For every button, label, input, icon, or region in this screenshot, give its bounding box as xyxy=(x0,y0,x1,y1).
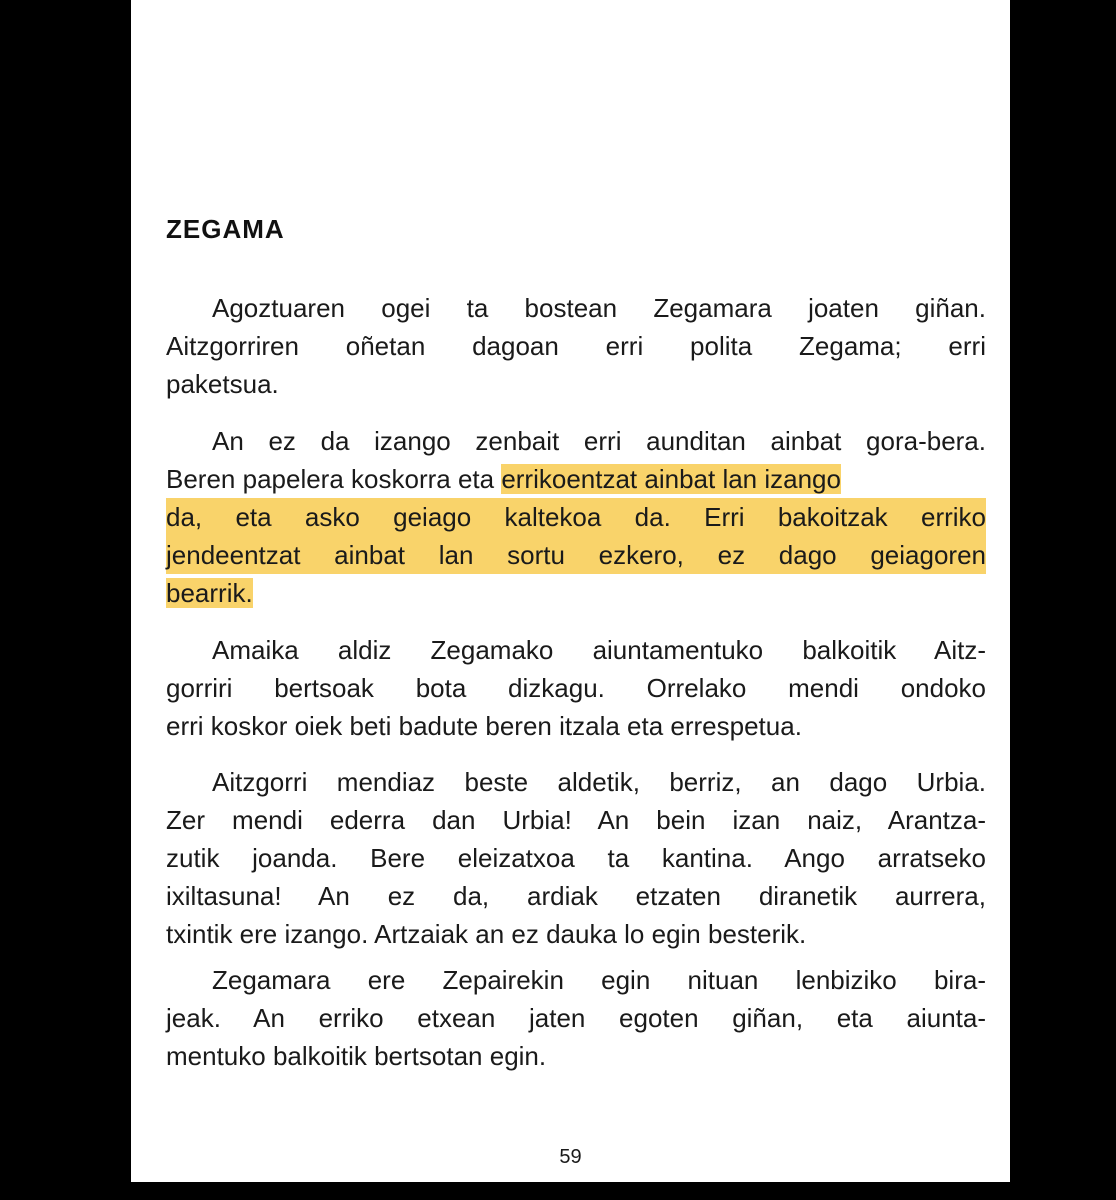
text-line: Amaika aldiz Zegamako aiuntamentuko balkoitik Aitz- xyxy=(212,635,986,665)
highlighted-text: errikoentzat ainbat lan izango xyxy=(501,464,841,494)
text-line: jeak. An erriko etxean jaten egoten giñan, eta aiunta- xyxy=(166,1003,986,1033)
highlighted-text-line: da, eta asko geiago kaltekoa da. Erri bakoitzak erriko xyxy=(166,498,986,536)
paragraph-1 xyxy=(166,289,986,403)
text-line: Aitzgorri mendiaz beste aldetik, berriz, an dago Urbia. xyxy=(212,767,986,797)
text-line: paketsua. xyxy=(166,369,279,399)
text-line: gorriri bertsoak bota dizkagu. Orrelako mendi ondoko xyxy=(166,673,986,703)
text-line xyxy=(166,574,986,612)
text-line: ixiltasuna! An ez da, ardiak etzaten diranetik aurrera, xyxy=(166,881,986,911)
text-line xyxy=(166,460,986,498)
text-line: An ez da izango zenbait erri aunditan ainbat gora-bera. xyxy=(212,426,986,456)
text-line: Aitzgorriren oñetan dagoan erri polita Zegama; erri xyxy=(166,331,986,361)
highlighted-text: bearrik. xyxy=(166,578,253,608)
text-line: mentuko balkoitik bertsotan egin. xyxy=(166,1041,547,1071)
paragraph-2 xyxy=(166,422,986,612)
text-line: zutik joanda. Bere eleizatxoa ta kantina. Ango arratseko xyxy=(166,843,986,873)
book-page xyxy=(131,0,1010,1182)
text-line: Zegamara ere Zepairekin egin nituan lenbiziko bira- xyxy=(212,965,986,995)
highlighted-text-line: jendeentzat ainbat lan sortu ezkero, ez dago geiagoren xyxy=(166,536,986,574)
chapter-title: ZEGAMA xyxy=(166,214,285,244)
text-line: txintik ere izango. Artzaiak an ez dauka lo egin besterik. xyxy=(166,919,807,949)
text-line-plain: Beren papelera koskorra eta xyxy=(166,464,502,494)
paragraph-4 xyxy=(166,763,986,953)
paragraph-5 xyxy=(166,961,986,1075)
text-line: Agoztuaren ogei ta bostean Zegamara joaten giñan. xyxy=(212,293,986,323)
text-line: erri koskor oiek beti badute beren itzala eta errespetua. xyxy=(166,711,802,741)
page-number: 59 xyxy=(559,1146,582,1168)
text-line: Zer mendi ederra dan Urbia! An bein izan naiz, Arantza- xyxy=(166,805,986,835)
paragraph-3 xyxy=(166,631,986,745)
